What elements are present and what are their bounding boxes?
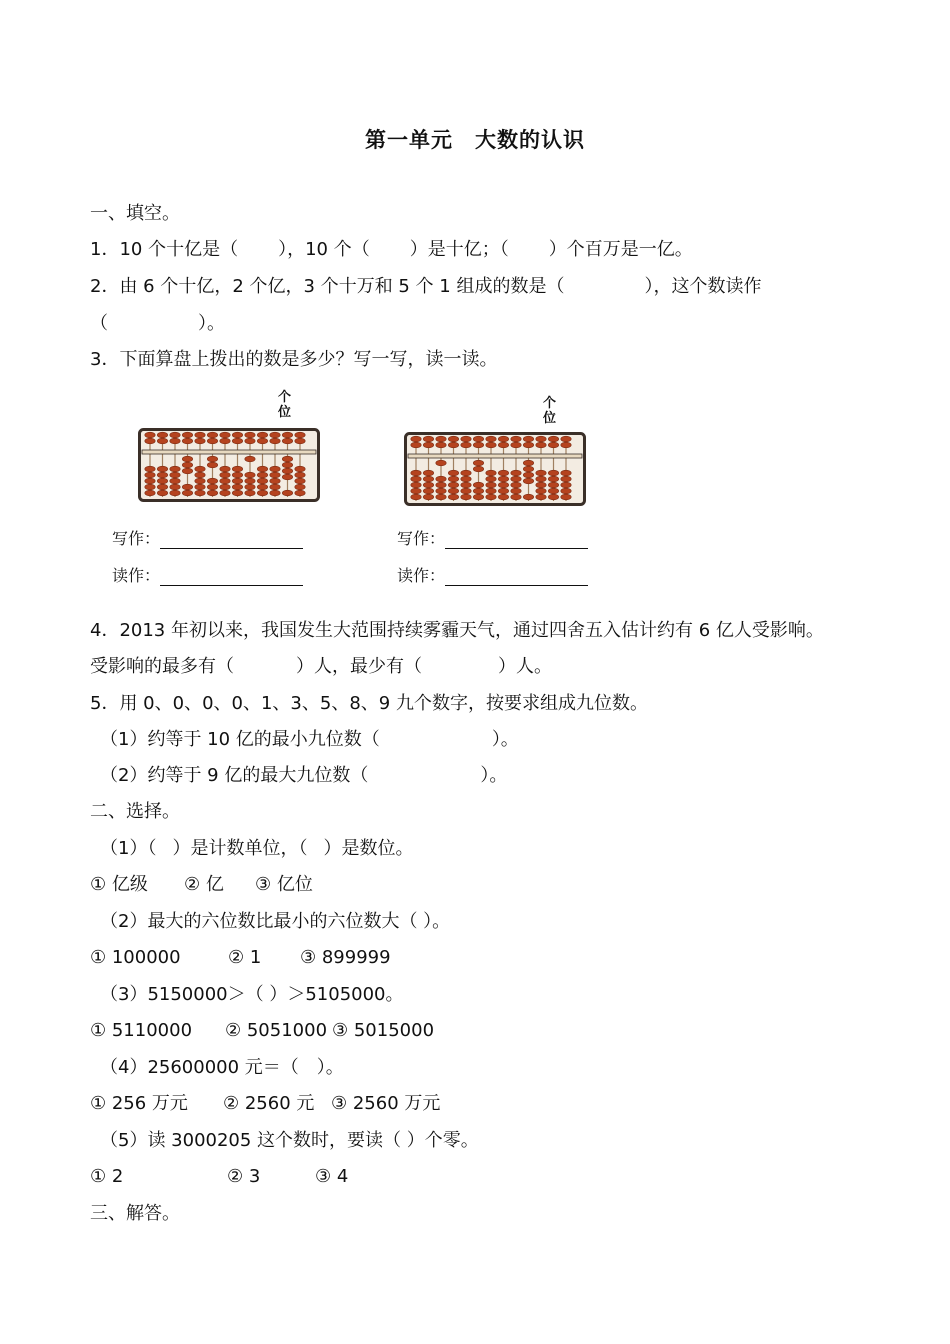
choice-3-option-1[interactable]: ① 5110000 [90,1020,193,1041]
abacus-bead [170,490,180,496]
abacus-bead [245,438,255,444]
abacus-bead [511,482,521,488]
q2-part-c: （ [90,313,108,334]
choice-4-option-3[interactable]: ③ 2560 万元 [331,1093,441,1114]
abacus-bead [207,432,217,438]
choice-1-option-2[interactable]: ② 亿 [184,874,224,895]
q1-part-c: ）是十亿；（ [409,239,509,260]
abacus-bead [157,438,167,444]
choice-5-options [90,1165,348,1189]
abacus-bead [207,490,217,496]
abacus-bead [282,462,292,468]
abacus-bead [295,438,305,444]
abacus-bead [182,484,192,490]
abacus-bead [548,476,558,482]
abacus-bead [195,472,205,478]
q2-part-a: 2．由 6 个十亿，2 个亿，3 个十万和 5 个 1 组成的数是（ [90,276,565,297]
abacus-bead [232,432,242,438]
abacus-bead [436,442,446,448]
c1-part-b: ）是计数单位，（ [172,838,308,859]
abacus-bead [473,442,483,448]
choice-5-option-2[interactable]: ② 3 [227,1166,261,1187]
abacus-bead [220,466,230,472]
abacus-bead [270,438,280,444]
abacus-bead [295,472,305,478]
abacus-bead [157,478,167,484]
abacus-bead [270,432,280,438]
section-2-heading: 二、选择。 [90,801,180,822]
abacus-bead [548,488,558,494]
abacus-bead [423,476,433,482]
choice-2: （2）最大的六位数比最小的六位数大（ ）。 [100,911,451,932]
abacus-bead [282,468,292,474]
abacus-bead [473,488,483,494]
abacus-bead [257,490,267,496]
question-1-5: 5．用 0、0、0、0、1、3、5、8、9 九个数字，按要求组成九位数。 [90,693,648,714]
abacus-bead [486,470,496,476]
abacus-bead [461,494,471,500]
q5-2-part-b: ）。 [480,765,508,786]
abacus-bead [182,432,192,438]
write-label-2: 写作： [397,529,446,548]
q4-part-b: 受影响的最多有（ [90,656,234,677]
abacus-bead [195,490,205,496]
abacus-bead [561,488,571,494]
abacus-bead [282,474,292,480]
choice-2-option-2[interactable]: ② 1 [228,947,262,968]
place-label-1-top: 个 [278,390,292,405]
abacus-bead [411,436,421,442]
choice-3-options [90,1019,434,1043]
abacus-bead [245,490,255,496]
choice-3-option-3[interactable]: ③ 5015000 [332,1020,435,1041]
section-1-heading: 一、填空。 [90,203,180,224]
abacus-bead [536,470,546,476]
abacus-bead [270,490,280,496]
abacus-bead [257,478,267,484]
abacus-bead [423,470,433,476]
abacus-bead [232,478,242,484]
abacus-bead [548,436,558,442]
abacus-bead [561,436,571,442]
choice-1-option-1[interactable]: ① 亿级 [90,874,148,895]
abacus-bead [207,478,217,484]
c1-part-a: （1）（ [100,838,157,859]
abacus-bead [473,494,483,500]
choice-1-option-3[interactable]: ③ 亿位 [255,874,313,895]
abacus-bead [145,432,155,438]
abacus-bead [486,494,496,500]
abacus-bead [170,432,180,438]
abacus-bead [523,466,533,472]
abacus-bead [523,460,533,466]
abacus-bead [473,466,483,472]
abacus-bead [232,466,242,472]
abacus-bead [232,484,242,490]
abacus-bead [195,466,205,472]
abacus-bead [182,456,192,462]
question-1-2 [90,275,761,299]
abacus-bead [195,484,205,490]
abacus-bead [245,432,255,438]
abacus-bead [548,494,558,500]
abacus-bead [561,470,571,476]
abacus-bead [473,436,483,442]
abacus-bead [536,442,546,448]
choice-5-option-3[interactable]: ③ 4 [315,1166,349,1187]
abacus-bead [536,482,546,488]
abacus-bead [170,438,180,444]
c1-part-c: ）是数位。 [323,838,414,859]
abacus-bead [448,482,458,488]
abacus-bead [182,490,192,496]
choice-5: （5）读 3000205 这个数时，要读（ ）个零。 [100,1130,479,1151]
abacus-bead [486,482,496,488]
abacus-bead [511,442,521,448]
abacus-bead [157,466,167,472]
abacus-bead [220,438,230,444]
choice-4: （4）25600000 元＝（ ）。 [100,1057,344,1078]
abacus-bead [498,470,508,476]
abacus-bead [195,478,205,484]
abacus-bead [257,484,267,490]
abacus-bead [536,476,546,482]
abacus-bead [207,462,217,468]
abacus-bead [270,484,280,490]
abacus-bead [423,494,433,500]
abacus-bead [523,436,533,442]
abacus-bead [498,436,508,442]
question-1-5-2 [100,764,507,788]
abacus-bead [170,478,180,484]
write-answer-line-2[interactable] [445,532,588,549]
abacus-bead [461,488,471,494]
place-label-2 [543,396,556,426]
abacus-bead [270,478,280,484]
abacus-bead [195,438,205,444]
abacus-bead [182,438,192,444]
q4-part-c: ）人，最少有（ [296,656,422,677]
abacus-bead [245,478,255,484]
abacus-bead [511,488,521,494]
choice-1-options [90,873,313,897]
abacus-bead [157,490,167,496]
abacus-bead [548,482,558,488]
abacus-bead [245,484,255,490]
abacus-bead [511,494,521,500]
abacus-bead [423,436,433,442]
q5-1-part-a: （1）约等于 10 亿的最小九位数（ [100,729,380,750]
abacus-bead [523,472,533,478]
abacus-bead [498,482,508,488]
abacus-bead [461,442,471,448]
abacus-bead [486,436,496,442]
abacus-bead [486,442,496,448]
abacus-bead [411,476,421,482]
abacus-bead [511,470,521,476]
abacus-beam [408,454,582,458]
question-1-1 [90,238,693,262]
abacus-bead [498,488,508,494]
abacus-bead [448,476,458,482]
q5-1-part-b: ）。 [491,729,519,750]
q1-part-b: ），10 个（ [278,239,370,260]
abacus-bead [511,436,521,442]
q4-part-d: ）人。 [498,656,552,677]
question-1-4: 4．2013 年初以来，我国发生大范围持续雾霾天气，通过四舍五入估计约有 6 亿人受影响。 [90,620,824,641]
abacus-bead [170,472,180,478]
abacus-bead [411,482,421,488]
abacus-bead [498,442,508,448]
abacus-bead [170,484,180,490]
abacus-bead [257,472,267,478]
q2-part-b: ），这个数读作 [644,276,762,297]
abacus-2-icon [404,432,586,506]
abacus-bead [423,488,433,494]
abacus-bead [182,468,192,474]
abacus-bead [145,472,155,478]
abacus-bead [170,466,180,472]
abacus-bead [220,478,230,484]
abacus-bead [295,466,305,472]
abacus-bead [207,456,217,462]
question-1-4-cont [90,655,552,679]
abacus-bead [448,442,458,448]
abacus-bead [157,472,167,478]
q5-2-part-a: （2）约等于 9 亿的最大九位数（ [100,765,369,786]
place-label-1-bottom: 位 [278,405,292,420]
abacus-bead [448,470,458,476]
read-row-1 [112,563,303,586]
abacus-bead [282,490,292,496]
choice-5-option-1[interactable]: ① 2 [90,1166,124,1187]
question-1-5-1 [100,728,519,752]
abacus-bead [523,494,533,500]
abacus-bead [561,476,571,482]
abacus-bead [232,490,242,496]
abacus-bead [220,490,230,496]
page-title: 第一单元 大数的认识 [365,128,585,152]
abacus-bead [436,482,446,488]
abacus-beam [142,450,316,454]
section-3-heading: 三、解答。 [90,1203,180,1224]
abacus-bead [548,470,558,476]
abacus-1-icon [138,428,320,502]
place-label-2-top: 个 [543,396,557,411]
abacus-bead [411,488,421,494]
read-answer-line-2[interactable] [445,569,588,586]
question-1-3: 3．下面算盘上拨出的数是多少？写一写，读一读。 [90,349,498,370]
abacus-bead [473,460,483,466]
abacus-bead [145,438,155,444]
abacus-bead [295,484,305,490]
abacus-bead [157,432,167,438]
read-answer-line-1[interactable] [160,569,303,586]
q2-part-d: ）。 [198,313,225,334]
abacus-bead [257,432,267,438]
abacus-bead [232,438,242,444]
abacus-bead [561,482,571,488]
abacus-bead [411,494,421,500]
abacus-bead [486,488,496,494]
abacus-bead [257,438,267,444]
read-label-1: 读作： [112,566,161,585]
abacus-bead [232,472,242,478]
choice-2-option-1[interactable]: ① 100000 [90,947,181,968]
abacus-bead [411,470,421,476]
abacus-bead [536,494,546,500]
abacus-bead [145,484,155,490]
choice-2-options [90,946,391,970]
abacus-bead [548,442,558,448]
abacus-bead [448,488,458,494]
abacus-bead [207,438,217,444]
abacus-bead [220,472,230,478]
choice-4-options [90,1092,440,1116]
abacus-bead [461,470,471,476]
abacus-bead [436,488,446,494]
abacus-bead [486,476,496,482]
abacus-bead [561,442,571,448]
abacus-bead [536,436,546,442]
abacus-bead [270,466,280,472]
abacus-bead [295,490,305,496]
abacus-bead [157,484,167,490]
abacus-bead [220,484,230,490]
write-row-2 [397,526,588,549]
choice-4-option-1[interactable]: ① 256 万元 [90,1093,188,1114]
abacus-bead [436,494,446,500]
abacus-bead [498,494,508,500]
abacus-bead [498,476,508,482]
abacus-bead [473,482,483,488]
choice-3: （3）5150000＞（ ）＞5105000。 [100,984,404,1005]
q1-part-d: ）个百万是一亿。 [548,239,693,260]
write-row-1 [112,526,303,549]
abacus-bead [295,478,305,484]
abacus-bead [436,436,446,442]
abacus-bead [448,494,458,500]
abacus-bead [207,484,217,490]
abacus-bead [523,442,533,448]
abacus-bead [145,490,155,496]
place-label-1 [278,390,291,420]
abacus-bead [145,466,155,472]
abacus-bead [245,472,255,478]
abacus-bead [561,494,571,500]
abacus-bead [423,482,433,488]
abacus-bead [448,436,458,442]
abacus-bead [423,442,433,448]
choice-4-option-2[interactable]: ② 2560 元 [223,1093,315,1114]
choice-2-option-3[interactable]: ③ 899999 [300,947,391,968]
q1-part-a: 1．10 个十亿是（ [90,239,239,260]
abacus-bead [411,442,421,448]
abacus-bead [282,438,292,444]
place-label-2-bottom: 位 [543,411,557,426]
abacus-bead [536,488,546,494]
abacus-bead [257,466,267,472]
question-1-2-cont [90,312,225,336]
abacus-bead [436,460,446,466]
abacus-bead [523,478,533,484]
abacus-bead [282,432,292,438]
abacus-bead [245,456,255,462]
abacus-bead [461,476,471,482]
abacus-bead [436,476,446,482]
abacus-bead [282,456,292,462]
abacus-bead [511,476,521,482]
choice-1 [100,837,413,861]
abacus-bead [295,432,305,438]
read-row-2 [397,563,588,586]
abacus-bead [461,436,471,442]
read-label-2: 读作： [397,566,446,585]
write-answer-line-1[interactable] [160,532,303,549]
abacus-bead [195,432,205,438]
abacus-bead [220,432,230,438]
write-label-1: 写作： [112,529,161,548]
abacus-bead [145,478,155,484]
abacus-bead [182,462,192,468]
abacus-bead [270,472,280,478]
choice-3-option-2[interactable]: ② 5051000 [225,1020,328,1041]
abacus-bead [461,482,471,488]
